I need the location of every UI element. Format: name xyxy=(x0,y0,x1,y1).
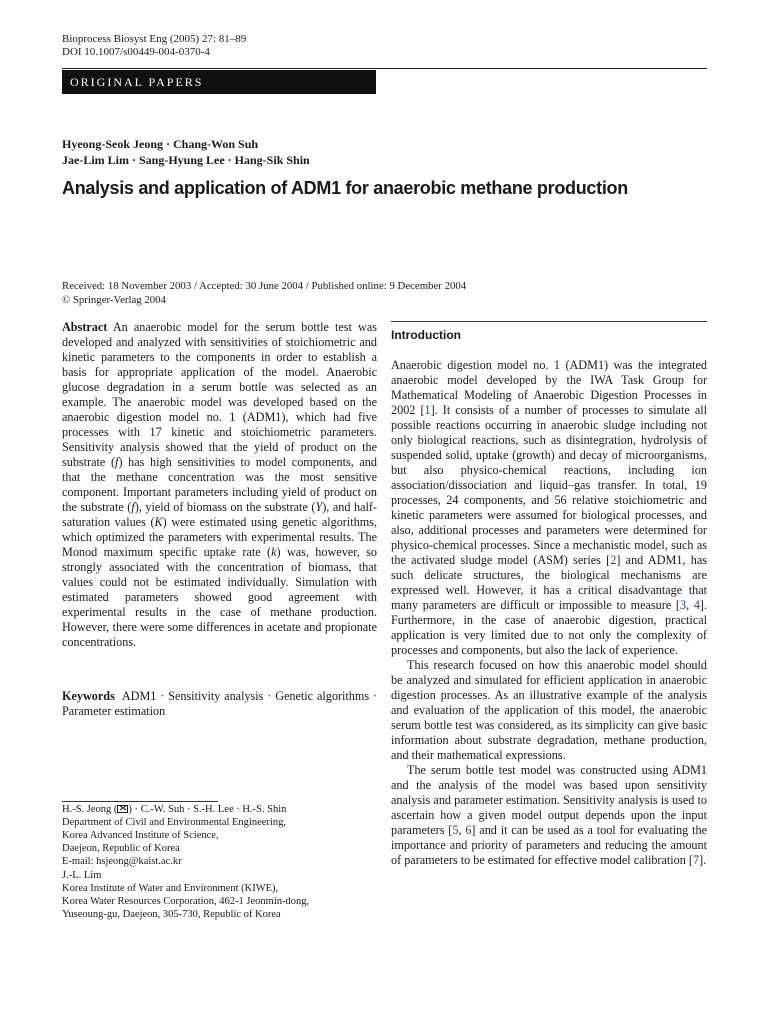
intro-text: The serum bottle test model was constructed using ADM1 and the analysis of the model was based upon sensitivity analysis and parameter estimation. Sensitivity analysis is used to ascertain how a given model output depends upon the input parameters [ xyxy=(391,763,707,837)
header-rule xyxy=(62,68,707,69)
affiliation-city: Yuseoung-gu, Daejeon, 305-730, Republic of Korea xyxy=(62,909,281,920)
abstract-variable: K xyxy=(154,515,163,529)
publication-dates xyxy=(62,279,466,307)
abstract-label: Abstract xyxy=(62,320,108,334)
abstract-variable: f xyxy=(115,455,119,469)
footnote-rule xyxy=(62,801,218,802)
keywords-list: ADM1 · Sensitivity analysis · Genetic algorithms · Parameter estimation xyxy=(62,689,377,718)
abstract-segment: ) was, however, so strongly associated with the concentration of biomass, that values could not be estimated individually. Simulation with estimated parameters showed good agreement with experimental results in the case of methane production. However, there were some differences in acetate and propionate concentrations. xyxy=(62,545,378,649)
abstract-segment: ) were estimated using genetic algorithms, which optimized the parameters with experimental results. The Monod maximum specific uptake rate ( xyxy=(62,515,377,559)
intro-text: ] and it can be used as a tool for evaluating the importance and priority of parameters and reducing the amount of parameters to be estimated for effective model calibration [ xyxy=(391,823,707,867)
paper-title: Analysis and application of ADM1 for anaerobic methane production xyxy=(62,178,628,198)
abstract-variable: f xyxy=(131,500,135,514)
intro-text: , xyxy=(686,598,694,612)
journal-citation: Bioprocess Biosyst Eng (2005) 27: 81–89 xyxy=(62,33,247,45)
introduction-paragraph-3 xyxy=(391,763,707,868)
abstract-variable: Y xyxy=(315,500,323,514)
intro-text: Anaerobic digestion model no. 1 (ADM1) was the integrated anaerobic model developed by the IWA Task Group for Mathematical Modeling of Anaerobic Digestion Processes in 2002 [ xyxy=(391,358,707,417)
affiliation-email: E-mail: hsjeong@kaist.ac.kr xyxy=(62,856,182,867)
keywords xyxy=(62,689,377,719)
citation-link[interactable]: 7 xyxy=(692,853,700,867)
citation-link[interactable]: 4 xyxy=(693,598,700,612)
section-label: ORIGINAL PAPERS xyxy=(70,75,204,89)
intro-text: ]. xyxy=(699,853,707,867)
affiliation-author: J.-L. Lim xyxy=(62,870,102,881)
introduction-paragraph-2: This research focused on how this anaerobic model should be analyzed and simulated for efficient application in anaerobic digestion processes. As an illustrative example of the analysis and evaluation of the application of this model, the anaerobic serum bottle test was considered, as its simplicity can give basic information about substrate degradation, methane production, and their mathematical expressions. xyxy=(391,658,707,762)
section-band xyxy=(62,70,376,94)
citation-link[interactable]: 5 xyxy=(452,823,459,837)
dates-line: Received: 18 November 2003 / Accepted: 30 June 2004 / Published online: 9 December 2004 xyxy=(62,280,467,292)
citation-link[interactable]: 2 xyxy=(610,553,617,567)
keywords-text xyxy=(62,689,377,719)
abstract-segment: ), yield of biomass on the substrate ( xyxy=(134,500,316,514)
affiliation-1 xyxy=(62,803,377,868)
keywords-label: Keywords xyxy=(62,689,115,703)
authors-line-1: Hyeong-Seok Jeong · Chang-Won Suh xyxy=(62,137,259,151)
affiliation-department: Department of Civil and Environmental Engineering, xyxy=(62,817,286,828)
affiliation-institute: Korea Advanced Institute of Science, xyxy=(62,830,219,841)
authors-line-2: Jae-Lim Lim · Sang-Hyung Lee · Hang-Sik Shin xyxy=(62,153,310,167)
affiliation-institute: Korea Institute of Water and Environment (KIWE), xyxy=(62,883,279,894)
abstract xyxy=(62,320,377,650)
journal-meta xyxy=(62,33,246,59)
abstract-text xyxy=(62,320,377,650)
abstract-segment: ), and half-saturation values ( xyxy=(62,500,377,529)
intro-text: ]. It consists of a number of processes to simulate all possible reactions occurring in anaerobic sludge including not only biological reactions, such as disintegration, hydrolysis of suspended solid, uptake (growth) and decay of microorganisms, but also physico-chemical reactions, including ion association/dissociation and liquid–gas transfer. In total, 19 processes, 24 components, and 56 relative stoichiometric and kinetic parameters were assumed for biological processes, and also, additional processes and parameters were determined for physico-chemical processes. Since a mechanistic model, such as the activated sludge model (ASM) series [ xyxy=(391,403,707,567)
journal-doi: DOI 10.1007/s00449-004-0370-4 xyxy=(62,46,210,58)
affiliation-city: Daejeon, Republic of Korea xyxy=(62,843,180,854)
affiliation-2 xyxy=(62,869,377,921)
abstract-segment: An anaerobic model for the serum bottle test was developed and analyzed with sensitivities of stoichiometric and kinetic parameters to the components in order to establish a basis for appropriate application of the model. Anaerobic glucose degradation in a serum bottle was selected as an example. The anaerobic model was developed based on the anaerobic digestion model no. 1 (ADM1), which had five processes with 17 kinetic and stoichiometric parameters. Sensitivity analysis showed that the yield of product on the substrate ( xyxy=(62,320,377,469)
envelope-icon xyxy=(117,805,128,813)
affiliation-author-text: ) · C.-W. Suh · S.-H. Lee · H.-S. Shin xyxy=(128,804,287,815)
citation-link[interactable]: 1 xyxy=(424,403,431,417)
affiliation-author-text: H.-S. Jeong ( xyxy=(62,804,118,815)
introduction-paragraph-1 xyxy=(391,358,707,658)
introduction-heading: Introduction xyxy=(391,328,461,342)
introduction-body xyxy=(391,358,707,868)
abstract-segment: ) has high sensitivities to model components, and that the methane concentration was the most sensitive component. Important parameters including yield of product on the substrate ( xyxy=(62,455,377,514)
affiliation-authors xyxy=(62,803,377,816)
introduction-rule xyxy=(391,321,707,322)
author-list xyxy=(62,136,310,168)
abstract-variable: k xyxy=(271,545,277,559)
affiliation-corporation: Korea Water Resources Corporation, 462-1 Jeonmin-dong, xyxy=(62,896,310,907)
copyright-line: © Springer-Verlag 2004 xyxy=(62,294,166,306)
intro-text: , xyxy=(458,823,466,837)
citation-link[interactable]: 3 xyxy=(679,598,687,612)
citation-link[interactable]: 6 xyxy=(465,823,472,837)
intro-text: ]. Furthermore, in the case of anaerobic digestion, practical application is very limited due to not only the complexity of processes and components, but also the lack of experience. xyxy=(391,598,708,657)
intro-text: ] and ADM1, has such delicate structures, the biological mechanisms are expressed well. However, it has a critical disadvantage that many parameters are difficult or impossible to measure [ xyxy=(391,553,708,612)
